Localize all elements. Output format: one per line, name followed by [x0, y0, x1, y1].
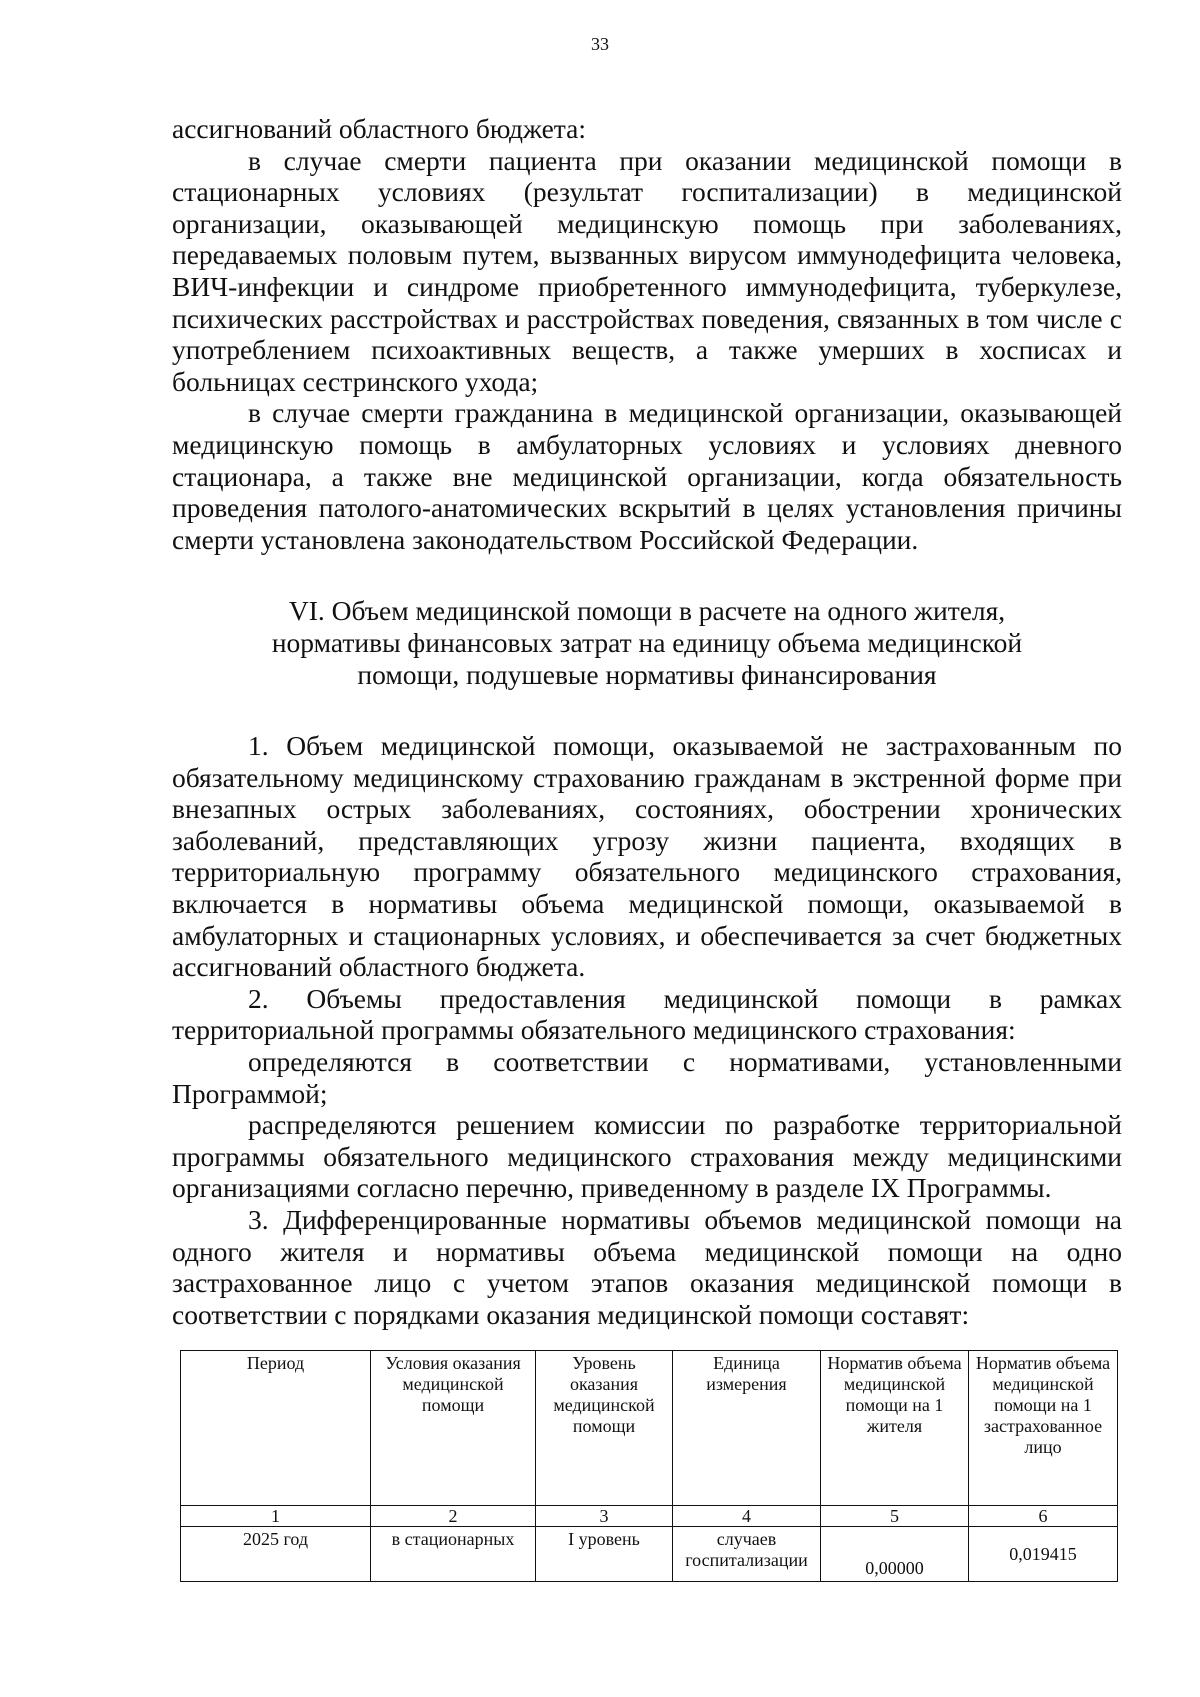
page-number: 33: [591, 34, 609, 54]
column-number: 4: [673, 1506, 821, 1527]
document-body: [172, 113, 1122, 1330]
column-header-norm-per-insured: Норматив объема медицинской помощи на 1 застрахованное лицо: [969, 1351, 1118, 1506]
column-header-norm-per-resident: Норматив объема медицинской помощи на 1 жителя: [821, 1351, 969, 1506]
table-cell: случаев госпитализации: [673, 1527, 821, 1582]
column-number: 5: [821, 1506, 969, 1527]
column-number: 3: [536, 1506, 673, 1527]
column-number: 2: [371, 1506, 536, 1527]
table-cell: 2025 год: [181, 1527, 371, 1582]
table-cell: 0,019415: [969, 1527, 1118, 1582]
paragraph: ассигнований областного бюджета:: [172, 113, 587, 144]
paragraph: 3. Дифференцированные нормативы объемов медицинской помощи на одного жителя и нормативы объема медицинской помощи на одно застрахованное лицо с учетом этапов оказания медицинской помощи в соответствии с порядками оказания медицинской помощи составят:: [172, 1204, 1122, 1330]
paragraph: в случае смерти гражданина в медицинской организации, оказывающей медицинскую помощь в амбулаторных условиях и условиях дневного стационара, а также вне медицинской организации, когда обязательность проведения патолого-анатомических вскрытий в целях установления причины смерти установлена законодательством Российской Федерации.: [172, 397, 1122, 555]
paragraph: 1. Объем медицинской помощи, оказываемой не застрахованным по обязательному медицинскому страхованию гражданам в экстренной форме при внезапных острых заболеваниях, состояниях, обострении хронических заболеваний, представляющих угрозу жизни пациента, входящих в территориальную программу обязательного медицинского страхования, включается в нормативы объема медицинской помощи, оказываемой в амбулаторных и стационарных условиях, и обеспечивается за счет бюджетных ассигнований областного бюджета.: [172, 730, 1122, 983]
section-heading-line: VI. Объем медицинской помощи в расчете на одного жителя,: [288, 595, 1006, 627]
section-heading: [172, 595, 1122, 690]
paragraph: определяются в соответствии с нормативами, установленными Программой;: [172, 1046, 1122, 1109]
section-heading-line: помощи, подушевые нормативы финансирования: [357, 658, 937, 690]
column-header-unit: Единица измерения: [673, 1351, 821, 1506]
table-row: [181, 1527, 1118, 1582]
table-cell: 0,00000: [821, 1527, 969, 1582]
column-header-period: Период: [181, 1351, 371, 1506]
column-number: 1: [181, 1506, 371, 1527]
column-header-level: Уровень оказания медицинской помощи: [536, 1351, 673, 1506]
column-number-row: [181, 1506, 1118, 1527]
paragraph: 2. Объемы предоставления медицинской помощи в рамках территориальной программы обязательного медицинского страхования:: [172, 982, 1122, 1046]
table-cell: I уровень: [536, 1527, 673, 1582]
column-header-conditions: Условия оказания медицинской помощи: [371, 1351, 536, 1506]
norms-table: [180, 1350, 1118, 1582]
table-cell: в стационарных: [371, 1527, 536, 1582]
section-heading-line: нормативы финансовых затрат на единицу объема медицинской: [271, 626, 1023, 658]
paragraph: распределяются решением комиссии по разработке территориальной программы обязательного медицинского страхования между медицинскими организациями согласно перечню, приведенному в разделе IX Программы.: [172, 1109, 1122, 1204]
column-number: 6: [969, 1506, 1118, 1527]
paragraph: в случае смерти пациента при оказании медицинской помощи в стационарных условиях (результат госпитализации) в медицинской организации, оказывающей медицинскую помощь при заболеваниях, передаваемых половым путем, вызванных вирусом иммунодефицита человека, ВИЧ-инфекции и синдроме приобретенного иммунодефицита, туберкулезе, психических расстройствах и расстройствах поведения, связанных в том числе с употреблением психоактивных веществ, а также умерших в хосписах и больницах сестринского ухода;: [172, 144, 1122, 397]
table-header-row: [181, 1351, 1118, 1506]
